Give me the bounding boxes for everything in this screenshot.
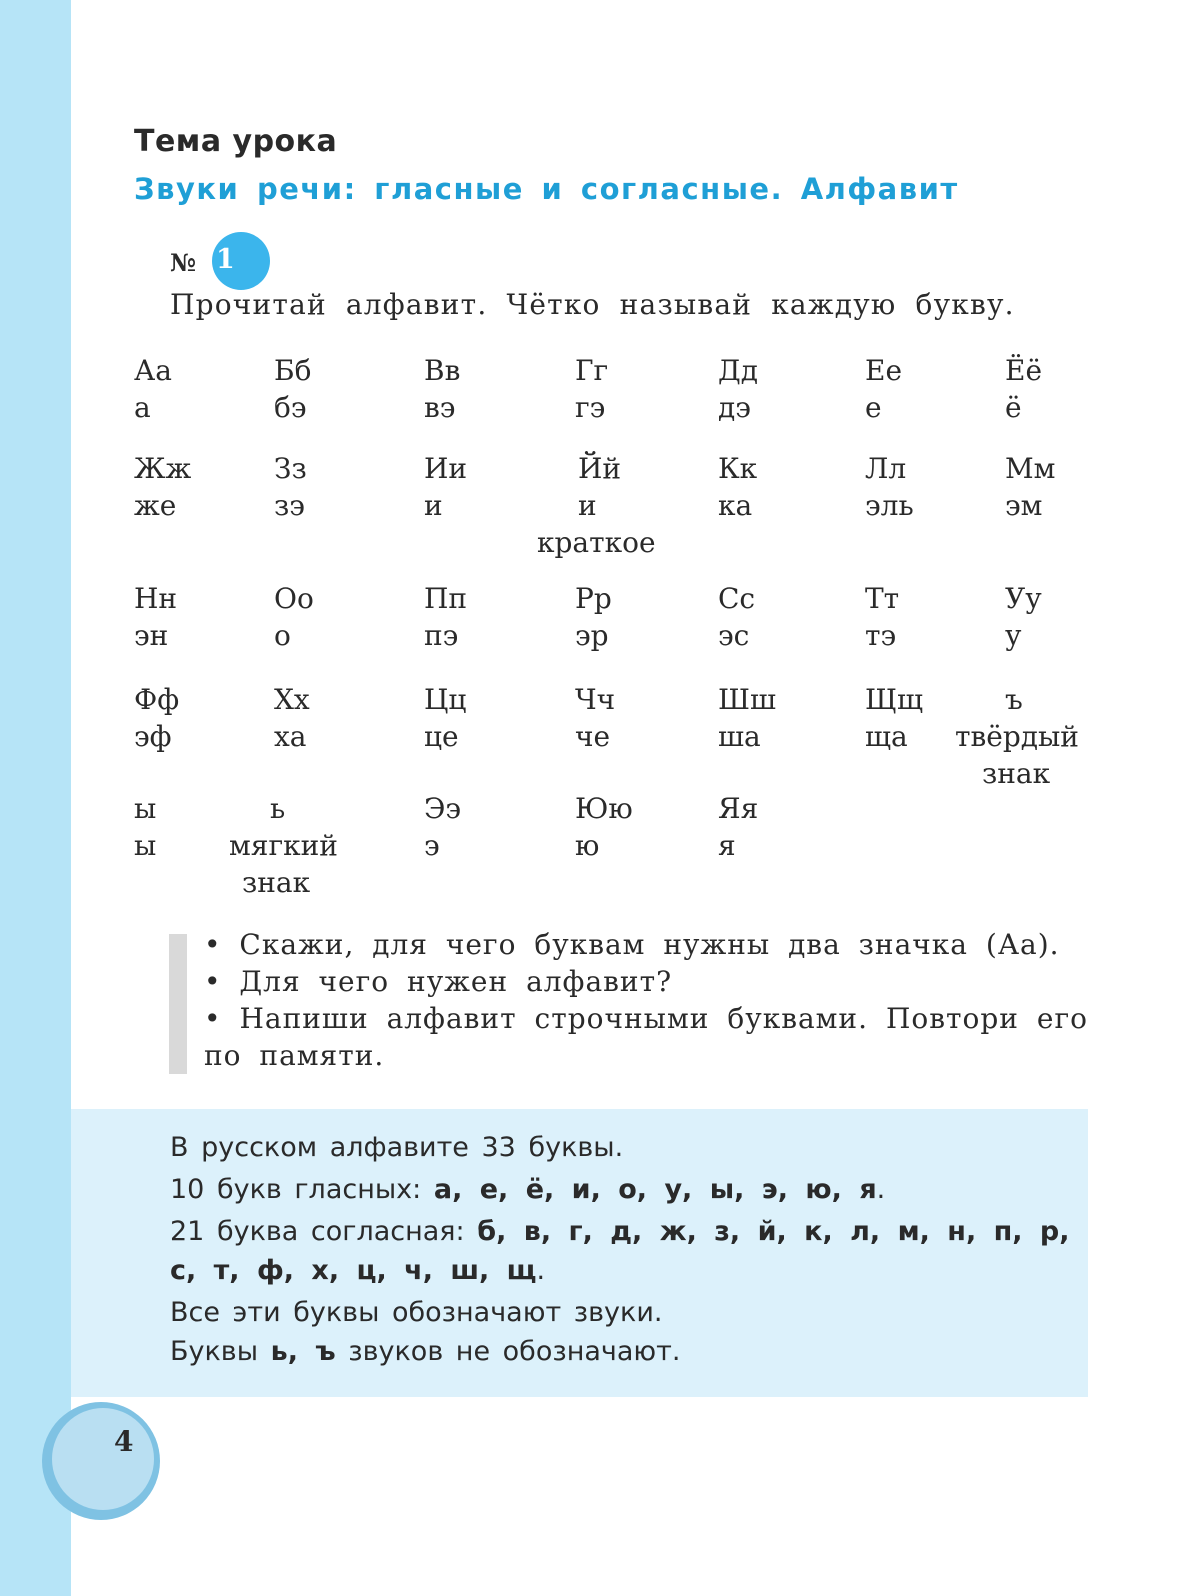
task-number: 1 — [216, 244, 235, 275]
alphabet-letter-name: ща — [865, 720, 908, 753]
alphabet-letter-name: ха — [274, 720, 307, 753]
alphabet-letter-name: ша — [718, 720, 761, 753]
alphabet-letter: Хх — [274, 683, 310, 716]
rule-line-sounds: Все эти буквы обозначают звуки. — [170, 1297, 663, 1328]
alphabet-letter-name: ка — [718, 489, 753, 522]
alphabet-letter: Аа — [134, 354, 172, 387]
alphabet-letter-name: гэ — [575, 391, 606, 424]
alphabet-letter: Ёё — [1005, 354, 1043, 387]
question-2: • Для чего нужен алфавит? — [204, 965, 673, 998]
alphabet-letter-name: эль — [865, 489, 914, 522]
alphabet-letter: Лл — [865, 452, 907, 485]
alphabet-letter-name: эр — [575, 619, 609, 652]
lesson-label: Тема урока — [134, 124, 338, 159]
alphabet-letter-name: эн — [134, 619, 169, 652]
page-number: 4 — [114, 1425, 134, 1458]
alphabet-letter: Зз — [274, 452, 307, 485]
alphabet-letter-name: эф — [134, 720, 172, 753]
alphabet-letter: Кк — [718, 452, 758, 485]
alphabet-letter: Ии — [424, 452, 468, 485]
lesson-title: Звуки речи: гласные и согласные. Алфавит — [134, 172, 959, 206]
rule-line-1: В русском алфавите 33 буквы. — [170, 1132, 624, 1163]
alphabet-letter-name: дэ — [718, 391, 751, 424]
rule-line-consonants-2: с, т, ф, х, ц, ч, ш, щ. — [170, 1255, 546, 1286]
question-1: • Скажи, для чего буквам нужны два значка (Аа). — [204, 928, 1060, 961]
alphabet-letter-name: вэ — [424, 391, 456, 424]
alphabet-letter: Яя — [718, 792, 759, 825]
question-3-continued: по памяти. — [204, 1039, 385, 1072]
side-color-band — [0, 0, 71, 1596]
alphabet-letter-name: и — [578, 489, 597, 522]
alphabet-letter: Юю — [575, 792, 633, 825]
consonant-list-1: б, в, г, д, ж, з, й, к, л, м, н, п, р, — [477, 1216, 1070, 1247]
alphabet-letter-name: я — [718, 829, 736, 862]
task-instruction: Прочитай алфавит. Чётко называй каждую букву. — [170, 288, 1015, 321]
alphabet-letter: Йй — [578, 452, 622, 485]
alphabet-letter-name: эс — [718, 619, 750, 652]
alphabet-letter: Цц — [424, 683, 467, 716]
alphabet-letter: Ээ — [424, 792, 462, 825]
alphabet-letter-name: ю — [575, 829, 600, 862]
alphabet-letter: Щщ — [865, 683, 923, 716]
rule-line-signs: Буквы ь, ъ звуков не обозначают. — [170, 1336, 681, 1367]
alphabet-letter-name: ы — [134, 829, 157, 862]
rule-line-vowels: 10 букв гласных: а, е, ё, и, о, у, ы, э, ю, я. — [170, 1174, 886, 1205]
alphabet-letter-name: тэ — [865, 619, 897, 652]
alphabet-letter: Бб — [274, 354, 312, 387]
alphabet-letter: Сс — [718, 582, 756, 615]
alphabet-letter-name: пэ — [424, 619, 459, 652]
alphabet-letter: Тт — [865, 582, 900, 615]
alphabet-letter-name: и — [424, 489, 443, 522]
alphabet-letter-name: зэ — [274, 489, 305, 522]
question-3: • Напиши алфавит строчными буквами. Повтори его — [204, 1002, 1088, 1035]
alphabet-letter-name: эм — [1005, 489, 1043, 522]
alphabet-letter-name: це — [424, 720, 459, 753]
consonant-list-2: с, т, ф, х, ц, ч, ш, щ — [170, 1255, 537, 1286]
alphabet-letter-name: твёрдый — [955, 720, 1079, 753]
alphabet-letter-name: бэ — [274, 391, 307, 424]
alphabet-letter-name: а — [134, 391, 151, 424]
alphabet-letter-name-continued: краткое — [537, 526, 656, 559]
alphabet-letter: Жж — [134, 452, 192, 485]
alphabet-letter: Вв — [424, 354, 461, 387]
alphabet-letter: ь — [270, 792, 286, 825]
alphabet-letter: Ее — [865, 354, 903, 387]
rule-line-consonants: 21 буква согласная: б, в, г, д, ж, з, й, к, л, м, н, п, р, — [170, 1216, 1070, 1247]
alphabet-letter-name: о — [274, 619, 291, 652]
alphabet-letter: Уу — [1005, 582, 1042, 615]
signs-list: ь, ъ — [270, 1336, 336, 1367]
alphabet-letter-name: ё — [1005, 391, 1022, 424]
alphabet-letter-name: же — [134, 489, 177, 522]
alphabet-letter: Дд — [718, 354, 759, 387]
alphabet-letter-name: э — [424, 829, 440, 862]
questions-block — [204, 926, 1088, 1074]
alphabet-letter: ъ — [1005, 683, 1023, 716]
task-number-sign: № — [170, 248, 197, 277]
page-number-circle-inner — [52, 1408, 154, 1510]
vowel-list: а, е, ё, и, о, у, ы, э, ю, я — [433, 1174, 877, 1205]
alphabet-letter: Оо — [274, 582, 314, 615]
alphabet-letter: Рр — [575, 582, 612, 615]
alphabet-letter: Гг — [575, 354, 609, 387]
alphabet-letter: Фф — [134, 683, 180, 716]
alphabet-letter-name-continued: знак — [242, 866, 311, 899]
alphabet-letter: Шш — [718, 683, 776, 716]
alphabet-letter: Чч — [575, 683, 616, 716]
alphabet-letter: Пп — [424, 582, 468, 615]
alphabet-letter-name-continued: знак — [982, 757, 1051, 790]
alphabet-letter-name: е — [865, 391, 882, 424]
alphabet-letter-name: у — [1005, 619, 1022, 652]
alphabet-letter: Нн — [134, 582, 178, 615]
alphabet-letter-name: че — [575, 720, 611, 753]
alphabet-letter-name: мягкий — [229, 829, 338, 862]
questions-bar — [169, 934, 187, 1074]
alphabet-letter: Мм — [1005, 452, 1056, 485]
rule-text — [170, 1128, 1074, 1371]
alphabet-letter: ы — [134, 792, 157, 825]
